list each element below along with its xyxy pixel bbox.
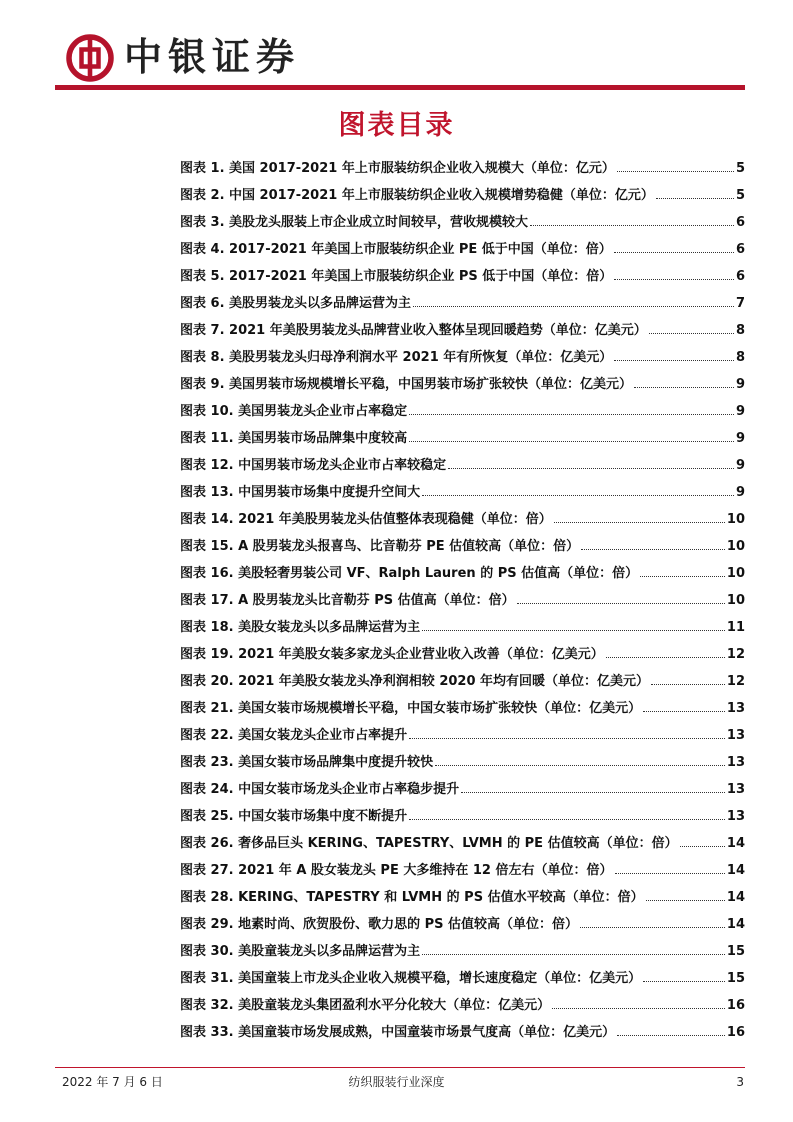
toc-entry[interactable]	[180, 857, 745, 884]
toc-dot-leader	[640, 576, 725, 577]
toc-entry[interactable]	[180, 992, 745, 1019]
toc-dot-leader	[615, 873, 725, 874]
toc-entry-page: 15	[726, 971, 745, 986]
toc-entry-title: 图表 19. 2021 年美股女装多家龙头企业营业收入改善（单位：亿美元）	[180, 647, 604, 662]
toc-entry[interactable]	[180, 452, 745, 479]
toc-entry-page: 14	[726, 836, 745, 851]
toc-entry-title: 图表 29. 地素时尚、欣贺股份、歌力思的 PS 估值较高（单位：倍）	[180, 917, 579, 932]
toc-entry-page: 10	[726, 512, 745, 527]
toc-entry-page: 13	[726, 701, 745, 716]
footer-page-number: 3	[736, 1075, 744, 1089]
toc-entry-page: 10	[726, 566, 745, 581]
toc-entry-title: 图表 9. 美国男装市场规模增长平稳，中国男装市场扩张较快（单位：亿美元）	[180, 377, 633, 392]
toc-entry-page: 13	[726, 809, 745, 824]
toc-dot-leader	[448, 468, 734, 469]
footer-date: 2022 年 7 月 6 日	[62, 1075, 163, 1089]
toc-entry-page: 10	[726, 593, 745, 608]
toc-entry-title: 图表 31. 美国童装上市龙头企业收入规模平稳，增长速度稳定（单位：亿美元）	[180, 971, 642, 986]
toc-entry-page: 9	[735, 485, 745, 500]
toc-entry-title: 图表 25. 中国女装市场集中度不断提升	[180, 809, 408, 824]
toc-entry-page: 13	[726, 782, 745, 797]
toc-entry-title: 图表 14. 2021 年美股男装龙头估值整体表现稳健（单位：倍）	[180, 512, 552, 527]
toc-entry[interactable]	[180, 884, 745, 911]
toc-entry[interactable]	[180, 344, 745, 371]
toc-entry-page: 12	[726, 647, 745, 662]
toc-dot-leader	[517, 603, 725, 604]
toc-dot-leader	[617, 171, 734, 172]
toc-entry[interactable]	[180, 317, 745, 344]
toc-dot-leader	[435, 765, 725, 766]
toc-entry-title: 图表 11. 美国男装市场品牌集中度较高	[180, 431, 408, 446]
toc-entry-title: 图表 24. 中国女装市场龙头企业市占率稳步提升	[180, 782, 460, 797]
toc-dot-leader	[409, 819, 725, 820]
toc-entry-page: 14	[726, 890, 745, 905]
toc-entry-page: 7	[735, 296, 745, 311]
toc-entry-title: 图表 2. 中国 2017-2021 年上市服装纺织企业收入规模增势稳健（单位：亿元）	[180, 188, 654, 203]
toc-entry-page: 13	[726, 728, 745, 743]
toc-entry-title: 图表 21. 美国女装市场规模增长平稳，中国女装市场扩张较快（单位：亿美元）	[180, 701, 642, 716]
toc-entry[interactable]	[180, 398, 745, 425]
toc-entry-title: 图表 30. 美股童装龙头以多品牌运营为主	[180, 944, 421, 959]
toc-dot-leader	[643, 981, 725, 982]
toc-dot-leader	[680, 846, 725, 847]
toc-entry[interactable]	[180, 938, 745, 965]
toc-dot-leader	[461, 792, 725, 793]
toc-dot-leader	[422, 954, 725, 955]
toc-entry-page: 14	[726, 917, 745, 932]
bank-logo-icon	[66, 34, 114, 82]
toc-entry[interactable]	[180, 479, 745, 506]
toc-entry-title: 图表 1. 美国 2017-2021 年上市服装纺织企业收入规模大（单位：亿元）	[180, 161, 615, 176]
toc-entry-title: 图表 22. 美国女装龙头企业市占率提升	[180, 728, 408, 743]
footer-report-title: 纺织服装行业深度	[348, 1075, 445, 1089]
toc-entry[interactable]	[180, 830, 745, 857]
toc-dot-leader	[409, 738, 725, 739]
toc-entry-page: 9	[735, 458, 745, 473]
toc-entry[interactable]	[180, 776, 745, 803]
toc-entry[interactable]	[180, 722, 745, 749]
toc-dot-leader	[409, 441, 734, 442]
toc-dot-leader	[530, 225, 734, 226]
toc-dot-leader	[651, 684, 725, 685]
toc-entry-page: 10	[726, 539, 745, 554]
toc-entry[interactable]	[180, 911, 745, 938]
toc-entry-page: 16	[726, 998, 745, 1013]
toc-entry-title: 图表 18. 美股女装龙头以多品牌运营为主	[180, 620, 421, 635]
toc-entry[interactable]	[180, 155, 745, 182]
toc-dot-leader	[656, 198, 734, 199]
toc-entry-page: 9	[735, 404, 745, 419]
toc-entry[interactable]	[180, 506, 745, 533]
toc-entry-page: 6	[735, 269, 745, 284]
toc-entry-title: 图表 3. 美股龙头服装上市企业成立时间较早，营收规模较大	[180, 215, 529, 230]
toc-entry-page: 8	[735, 323, 745, 338]
toc-dot-leader	[614, 279, 734, 280]
toc-entry-page: 6	[735, 215, 745, 230]
toc-dot-leader	[606, 657, 725, 658]
toc-entry[interactable]	[180, 614, 745, 641]
toc-entry[interactable]	[180, 290, 745, 317]
toc-dot-leader	[554, 522, 725, 523]
toc-entry-title: 图表 17. A 股男装龙头比音勒芬 PS 估值高（单位：倍）	[180, 593, 515, 608]
toc-list	[180, 155, 745, 1046]
toc-entry-title: 图表 28. KERING、TAPESTRY 和 LVMH 的 PS 估值水平较高（单位：倍）	[180, 890, 644, 905]
toc-dot-leader	[617, 1035, 725, 1036]
toc-dot-leader	[646, 900, 725, 901]
toc-entry[interactable]	[180, 749, 745, 776]
toc-entry-title: 图表 33. 美国童装市场发展成熟，中国童装市场景气度高（单位：亿美元）	[180, 1025, 616, 1040]
toc-entry-title: 图表 4. 2017-2021 年美国上市服装纺织企业 PE 低于中国（单位：倍）	[180, 242, 612, 257]
toc-entry[interactable]	[180, 1019, 745, 1046]
toc-entry-page: 5	[735, 161, 745, 176]
toc-entry[interactable]	[180, 236, 745, 263]
toc-entry-page: 11	[726, 620, 745, 635]
toc-entry[interactable]	[180, 587, 745, 614]
toc-entry-title: 图表 23. 美国女装市场品牌集中度提升较快	[180, 755, 434, 770]
toc-dot-leader	[614, 252, 734, 253]
toc-entry-page: 6	[735, 242, 745, 257]
brand-name: 中银证券	[124, 34, 301, 79]
toc-dot-leader	[422, 630, 725, 631]
toc-entry-title: 图表 13. 中国男装市场集中度提升空间大	[180, 485, 421, 500]
toc-entry-page: 14	[726, 863, 745, 878]
toc-dot-leader	[409, 414, 734, 415]
toc-entry[interactable]	[180, 560, 745, 587]
toc-entry-title: 图表 10. 美国男装龙头企业市占率稳定	[180, 404, 408, 419]
toc-entry[interactable]	[180, 803, 745, 830]
toc-entry-title: 图表 8. 美股男装龙头归母净利润水平 2021 年有所恢复（单位：亿美元）	[180, 350, 613, 365]
toc-dot-leader	[422, 495, 734, 496]
toc-entry-title: 图表 20. 2021 年美股女装龙头净利润相较 2020 年均有回暖（单位：亿美元）	[180, 674, 650, 689]
toc-dot-leader	[413, 306, 734, 307]
toc-title: 图表目录	[338, 110, 455, 141]
toc-dot-leader	[614, 360, 734, 361]
toc-entry-title: 图表 12. 中国男装市场龙头企业市占率较稳定	[180, 458, 447, 473]
toc-entry[interactable]	[180, 533, 745, 560]
toc-entry[interactable]	[180, 641, 745, 668]
toc-entry-page: 15	[726, 944, 745, 959]
toc-dot-leader	[649, 333, 734, 334]
toc-entry[interactable]	[180, 371, 745, 398]
toc-entry-title: 图表 15. A 股男装龙头报喜鸟、比音勒芬 PE 估值较高（单位：倍）	[180, 539, 580, 554]
header-divider	[55, 85, 745, 90]
toc-entry-title: 图表 26. 奢侈品巨头 KERING、TAPESTRY、LVMH 的 PE 估值较高（单位：倍）	[180, 836, 678, 851]
toc-entry[interactable]	[180, 209, 745, 236]
toc-entry[interactable]	[180, 425, 745, 452]
toc-entry-page: 9	[735, 377, 745, 392]
toc-dot-leader	[634, 387, 734, 388]
toc-dot-leader	[580, 927, 725, 928]
toc-dot-leader	[581, 549, 725, 550]
toc-dot-leader	[552, 1008, 725, 1009]
toc-entry-title: 图表 27. 2021 年 A 股女装龙头 PE 大多维持在 12 倍左右（单位：倍）	[180, 863, 613, 878]
toc-dot-leader	[643, 711, 725, 712]
footer-divider	[55, 1067, 745, 1068]
toc-entry[interactable]	[180, 965, 745, 992]
toc-entry-title: 图表 6. 美股男装龙头以多品牌运营为主	[180, 296, 412, 311]
toc-entry-page: 9	[735, 431, 745, 446]
toc-entry-title: 图表 16. 美股轻奢男装公司 VF、Ralph Lauren 的 PS 估值高（单位：倍）	[180, 566, 639, 581]
toc-entry-title: 图表 7. 2021 年美股男装龙头品牌营业收入整体呈现回暖趋势（单位：亿美元）	[180, 323, 647, 338]
toc-entry-title: 图表 32. 美股童装龙头集团盈利水平分化较大（单位：亿美元）	[180, 998, 551, 1013]
toc-entry[interactable]	[180, 182, 745, 209]
toc-entry-page: 8	[735, 350, 745, 365]
toc-entry-page: 13	[726, 755, 745, 770]
toc-entry-page: 12	[726, 674, 745, 689]
toc-entry[interactable]	[180, 668, 745, 695]
toc-entry-title: 图表 5. 2017-2021 年美国上市服装纺织企业 PS 低于中国（单位：倍）	[180, 269, 613, 284]
toc-entry[interactable]	[180, 695, 745, 722]
toc-entry-page: 16	[726, 1025, 745, 1040]
toc-entry-page: 5	[735, 188, 745, 203]
page-header	[0, 0, 793, 92]
toc-entry[interactable]	[180, 263, 745, 290]
